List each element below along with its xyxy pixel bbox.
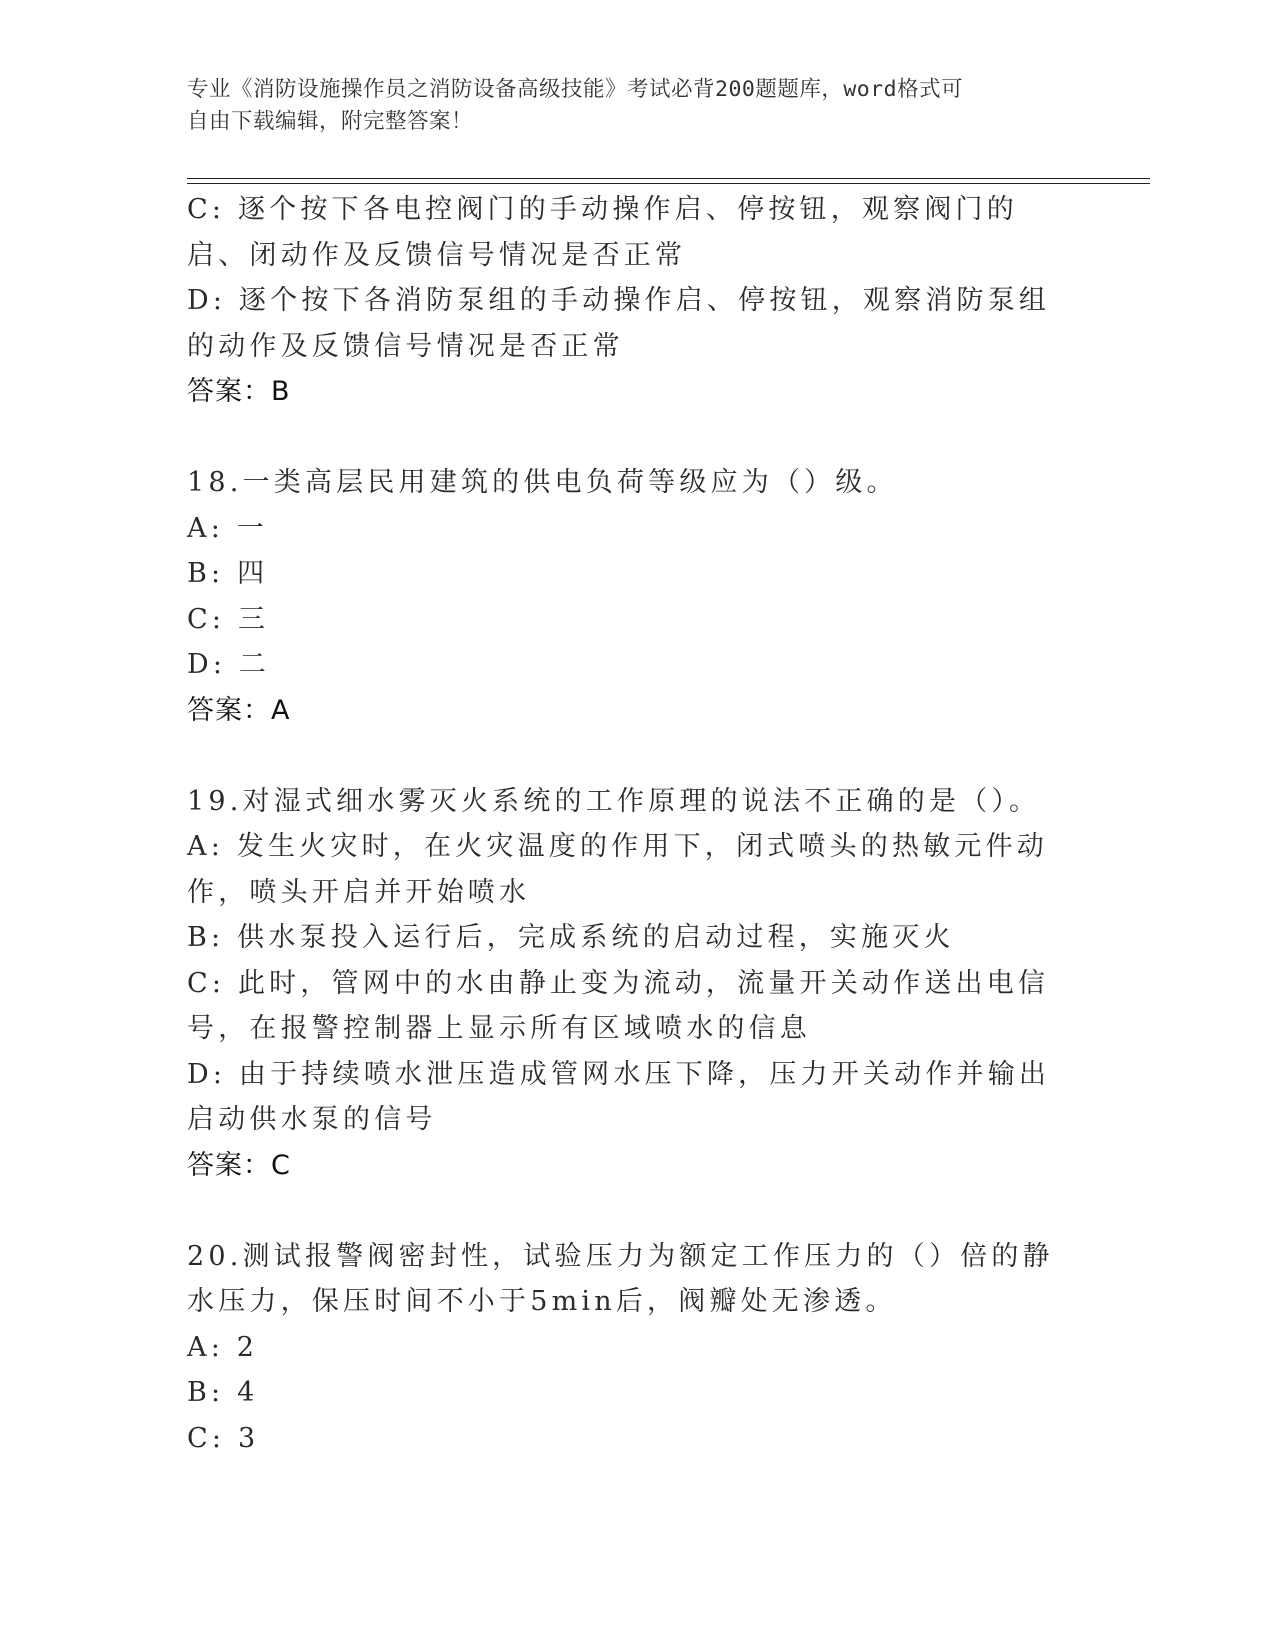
option-d: D: 由于持续喷水泄压造成管网水压下降，压力开关动作并输出启动供水泵的信号	[187, 1058, 1051, 1135]
option-b: B: 四	[187, 558, 269, 589]
option-c: C: 逐个按下各电控阀门的手动操作启、停按钮，观察阀门的启、闭动作及反馈信号情况是否正常	[187, 194, 1018, 271]
header-line-2: 自由下载编辑，附完整答案！	[187, 109, 474, 134]
option-b: B: 供水泵投入运行后，完成系统的启动过程，实施灭火	[187, 922, 955, 953]
option-a: A: 2	[187, 1331, 259, 1363]
option-c: C: 此时，管网中的水由静止变为流动，流量开关动作送出电信号，在报警控制器上显示所有区域喷水的信息	[187, 967, 1050, 1044]
spacer	[187, 415, 1077, 461]
header-line-1: 专业《消防设施操作员之消防设备高级技能》考试必背200题题库，word格式可	[187, 77, 964, 102]
spacer	[187, 1188, 1077, 1234]
option-a: A: 一	[187, 512, 268, 544]
header-divider-bottom	[187, 183, 1150, 184]
question-text: 20.测试报警阀密封性，试验压力为额定工作压力的（）倍的静水压力，保压时间不小于5min后，阀瓣处无渗透。	[187, 1240, 1054, 1317]
answer: 答案：A	[187, 694, 291, 726]
option-c: C: 三	[187, 603, 270, 635]
question-17	[187, 187, 1077, 415]
spacer	[187, 733, 1077, 779]
option-c: C: 3	[187, 1422, 260, 1454]
option-b: B: 4	[187, 1377, 259, 1408]
document-body	[187, 187, 1077, 1461]
answer: 答案：C	[187, 1149, 291, 1181]
question-text: 19.对湿式细水雾灭火系统的工作原理的说法不正确的是（）。	[187, 785, 1041, 817]
question-19	[187, 779, 1077, 1189]
question-20	[187, 1234, 1077, 1462]
question-18	[187, 460, 1077, 733]
option-d: D: 逐个按下各消防泵组的手动操作启、停按钮，观察消防泵组的动作及反馈信号情况是否正常	[187, 285, 1051, 362]
header-divider-top	[187, 178, 1150, 179]
document-header	[187, 74, 1067, 138]
option-a: A: 发生火灾时，在火灾温度的作用下，闭式喷头的热敏元件动作，喷头开启并开始喷水	[187, 831, 1048, 908]
option-d: D: 二	[187, 649, 271, 680]
question-text: 18.一类高层民用建筑的供电负荷等级应为（）级。	[187, 467, 898, 498]
answer: 答案：B	[187, 376, 291, 407]
